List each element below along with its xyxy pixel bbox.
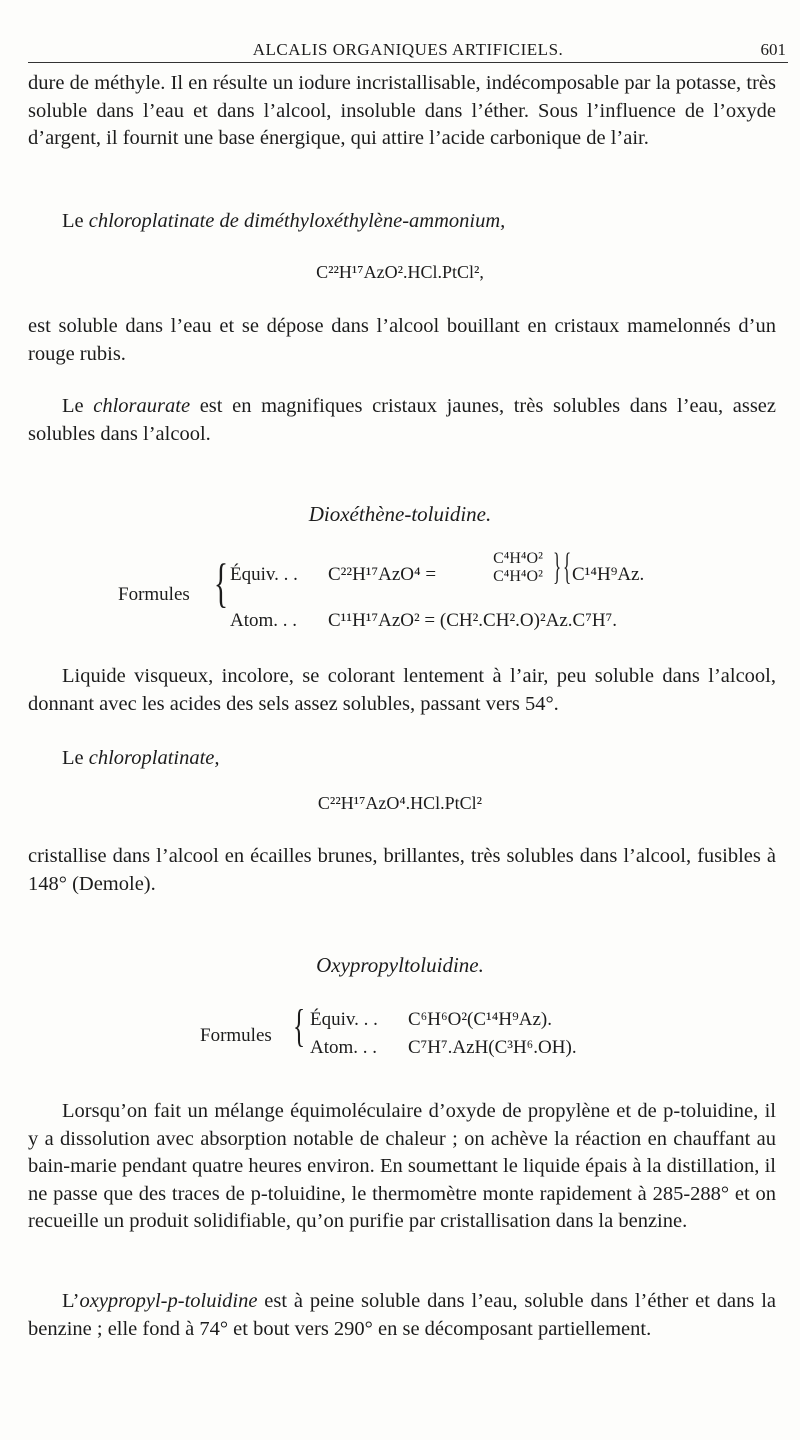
formulas-label-2: Formules bbox=[200, 1025, 272, 1046]
left-brace-3: { bbox=[292, 1000, 306, 1051]
paragraph-6: Le chloroplatinate, bbox=[62, 747, 220, 769]
page-number: 601 bbox=[760, 40, 786, 59]
atom-formula: C¹¹H¹⁷AzO² = (CH².CH².O)²Az.C⁷H⁷. bbox=[328, 610, 617, 631]
paragraph-4: Le chloraurate est en magnifiques cristaux jaunes, très solubles dans l’eau, assez solubles dans l’alcool. bbox=[28, 395, 776, 445]
formula-block-oxypropyl bbox=[0, 1000, 800, 1073]
equiv-formula: C²²H¹⁷AzO⁴ = bbox=[328, 564, 437, 585]
formula-block-dioxethene bbox=[0, 548, 800, 658]
paragraph-9: L’oxypropyl-p-toluidine est à peine soluble dans l’eau, soluble dans l’éther et dans la benzine ; elle fond à 74° et bout vers 290° en se décomposant partiellement. bbox=[28, 1290, 776, 1340]
stack-formula bbox=[484, 550, 552, 586]
stack-bottom: C⁴H⁴O² bbox=[493, 568, 543, 585]
equiv-label: Équiv. . . bbox=[230, 564, 298, 585]
equiv-label-2: Équiv. . . bbox=[310, 1009, 378, 1030]
paragraph-7: cristallise dans l’alcool en écailles brunes, brillantes, très solubles dans l’alcool, fusibles à 148° (Demole). bbox=[28, 845, 776, 895]
atom-label-2: Atom. . . bbox=[310, 1037, 378, 1058]
equiv-tail: C¹⁴H⁹Az. bbox=[572, 564, 645, 585]
paragraph-3: est soluble dans l’eau et se dépose dans l’alcool bouillant en cristaux mamelonnés d’un rouge rubis. bbox=[28, 315, 776, 365]
formulas-label: Formules bbox=[118, 584, 190, 605]
paragraph-1: dure de méthyle. Il en résulte un iodure incristallisable, indécomposable par la potasse, très soluble dans l’eau et dans l’alcool, insoluble dans l’éther. Sous l’influence de l’oxyde d’argent, il fournit une base énergique, qui attire l’acide carbonique de l’air. bbox=[28, 72, 776, 149]
right-brace: } bbox=[553, 546, 562, 588]
paragraph-8: Lorsqu’on fait un mélange équimoléculaire d’oxyde de propylène et de p-toluidine, il y a dissolution avec absorption notable de chaleur ; on achève la réaction en chauffant au bain-marie pendant quatre heures environ. En soumettant le liquide épais à la distillation, il ne passe que des traces de p-toluidine, le thermomètre monte rapidement à 285-288° et on recueille un produit solidifiable, qu’on purifie par cristallisation dans la benzine. bbox=[28, 1100, 776, 1232]
formula-chloroplatinate-2: C²²H¹⁷AzO⁴.HCl.PtCl² bbox=[317, 793, 483, 813]
section-title-dioxethene: Dioxéthène-toluidine. bbox=[308, 502, 492, 526]
paragraph-5: Liquide visqueux, incolore, se colorant lentement à l’air, peu soluble dans l’alcool, donnant avec les acides des sels assez solubles, passant vers 54°. bbox=[28, 665, 776, 715]
formula-chloroplatinate-1: C²²H¹⁷AzO².HCl.PtCl², bbox=[316, 262, 484, 282]
atom-label: Atom. . . bbox=[230, 610, 298, 631]
running-header bbox=[28, 38, 788, 63]
equiv-formula-2: C⁶H⁶O²(C¹⁴H⁹Az). bbox=[408, 1009, 552, 1030]
atom-formula-2: C⁷H⁷.AzH(C³H⁶.OH). bbox=[408, 1037, 577, 1058]
stack-top: C⁴H⁴O² bbox=[493, 550, 543, 567]
paragraph-2: Le chloroplatinate de diméthyloxéthylène-ammonium, bbox=[62, 210, 506, 232]
header-title: ALCALIS ORGANIQUES ARTIFICIELS. bbox=[252, 40, 564, 59]
left-brace-2: { bbox=[563, 546, 572, 588]
section-title-oxypropyl: Oxypropyltoluidine. bbox=[316, 953, 484, 977]
left-brace: { bbox=[213, 553, 229, 613]
